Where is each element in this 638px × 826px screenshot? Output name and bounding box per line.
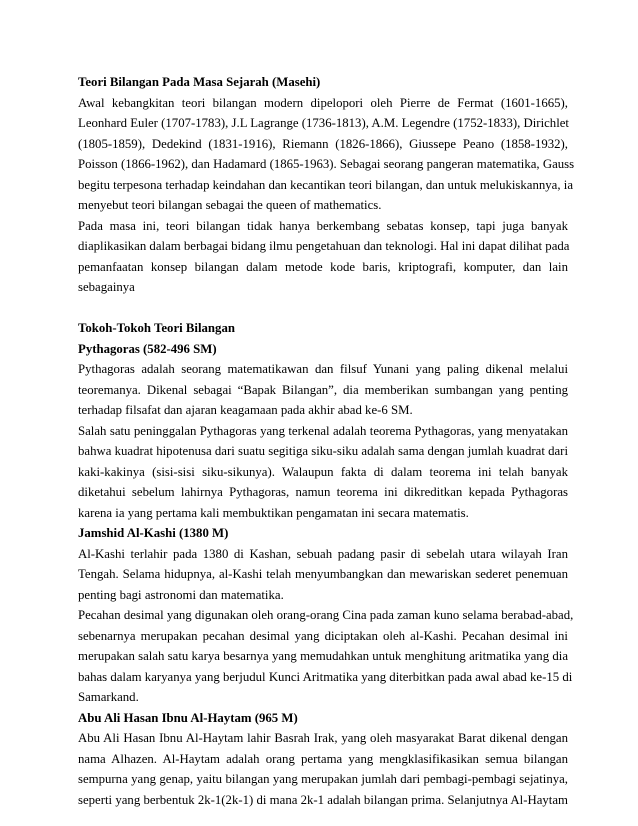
text-line: kaki-kakinya (sisi-sisi siku-sikunya). Walaupun fakta di dalam teorema ini telah banyak xyxy=(78,464,568,479)
subheading-al-haytam: Abu Ali Hasan Ibnu Al-Haytam (965 M) xyxy=(78,710,298,725)
text-line: diaplikasikan dalam berbagai bidang ilmu pengetahuan dan teknologi. Hal ini dapat dilihat pada xyxy=(78,239,570,253)
text-line: Tengah. Selama hidupnya, al-Kashi telah menyumbangkan dan mewariskan sederet penemuan xyxy=(78,567,568,581)
text-line: sempurna yang genap, yaitu bilangan yang merupakan jumlah dari pembagi-pembagi sejatinya, xyxy=(78,772,568,786)
paragraph-al-kashi-decimal xyxy=(78,605,574,708)
subheading-pythagoras: Pythagoras (582-496 SM) xyxy=(78,341,217,356)
text-line: Pecahan desimal yang digunakan oleh orang-orang Cina pada zaman kuno selama berabad-abad, xyxy=(78,608,574,622)
text-line: menyebut teori bilangan sebagai the queen of mathematics. xyxy=(78,198,382,212)
text-line: terhadap filsafat dan ajaran keagamaan pada akhir abad ke-6 SM. xyxy=(78,403,413,417)
text-line: begitu terpesona terhadap keindahan dan kecantikan teori bilangan, dan untuk melukiskannya, ia xyxy=(78,177,573,192)
document-page xyxy=(78,72,575,810)
text-line: seperti yang berbentuk 2k-1(2k-1) di mana 2k-1 adalah bilangan prima. Selanjutnya Al-Haytam xyxy=(78,792,568,807)
text-line: Pythagoras adalah seorang matematikawan dan filsuf Yunani yang paling dikenal melalui xyxy=(78,362,568,376)
paragraph-pythagoras-bio xyxy=(78,359,568,421)
text-line: sebagainya xyxy=(78,280,135,294)
text-line: karena ia yang pertama kali membuktikan pengamatan ini secara matematis. xyxy=(78,505,469,520)
text-line: Awal kebangkitan teori bilangan modern dipelopori oleh Pierre de Fermat (1601-1665), xyxy=(78,95,568,110)
text-line: Salah satu peninggalan Pythagoras yang terkenal adalah teorema Pythagoras, yang menyatakan xyxy=(78,423,568,438)
text-line: sebenarnya merupakan pecahan desimal yang diciptakan oleh al-Kashi. Pecahan desimal ini xyxy=(78,628,568,643)
text-line: nama Alhazen. Al-Haytam adalah orang pertama yang mengklasifikasikan semua bilangan xyxy=(78,751,568,766)
text-line: teoremanya. Dikenal sebagai “Bapak Bilangan”, dia memberikan sumbangan yang penting xyxy=(78,382,568,397)
text-line: Al-Kashi terlahir pada 1380 di Kashan, sebuah padang pasir di sebelah utara wilayah Iran xyxy=(78,546,568,561)
text-line: bahwa kuadrat hipotenusa dari suatu segitiga siku-siku adalah sama dengan jumlah kuadrat dari xyxy=(78,444,568,458)
text-line: merupakan salah satu karya besarnya yang memudahkan untuk menghitung aritmatika yang dia xyxy=(78,649,568,663)
subheading-al-kashi: Jamshid Al-Kashi (1380 M) xyxy=(78,526,229,540)
text-line: Poisson (1866-1962), dan Hadamard (1865-1963). Sebagai seorang pangeran matematika, Gauss xyxy=(78,157,575,171)
text-line: Pada masa ini, teori bilangan tidak hanya berkembang sebatas konsep, tapi juga banyak xyxy=(78,218,568,233)
text-line: Abu Ali Hasan Ibnu Al-Haytam lahir Basrah Irak, yang oleh masyarakat Barat dikenal dengan xyxy=(78,731,568,745)
paragraph-pythagoras-theorem xyxy=(78,421,568,524)
text-line: Samarkand. xyxy=(78,690,139,704)
paragraph-al-haytam-bio xyxy=(78,728,568,810)
text-line: bahas dalam karyanya yang berjudul Kunci Aritmatika yang diterbitkan pada awal abad ke-15 di xyxy=(78,669,573,684)
paragraph-al-kashi-bio xyxy=(78,544,568,606)
text-line: Leonhard Euler (1707-1783), J.L Lagrange (1736-1813), A.M. Legendre (1752-1833), Dirichlet xyxy=(78,116,569,130)
text-line: pemanfaatan konsep bilangan dalam metode kode baris, kriptografi, komputer, dan lain xyxy=(78,259,568,274)
section-heading-figures: Tokoh-Tokoh Teori Bilangan xyxy=(78,321,235,335)
text-line: diketahui sebelum lahirnya Pythagoras, namun teorema ini dikreditkan kepada Pythagoras xyxy=(78,485,568,499)
paragraph-modern-era xyxy=(78,93,575,216)
text-line: penting bagi astronomi dan matematika. xyxy=(78,587,284,602)
section-heading-history: Teori Bilangan Pada Masa Sejarah (Masehi) xyxy=(78,75,321,89)
text-line: (1805-1859), Dedekind (1831-1916), Riemann (1826-1866), Giussepe Peano (1858-1932), xyxy=(78,136,568,151)
paragraph-applications xyxy=(78,216,568,298)
spacer xyxy=(78,298,568,319)
